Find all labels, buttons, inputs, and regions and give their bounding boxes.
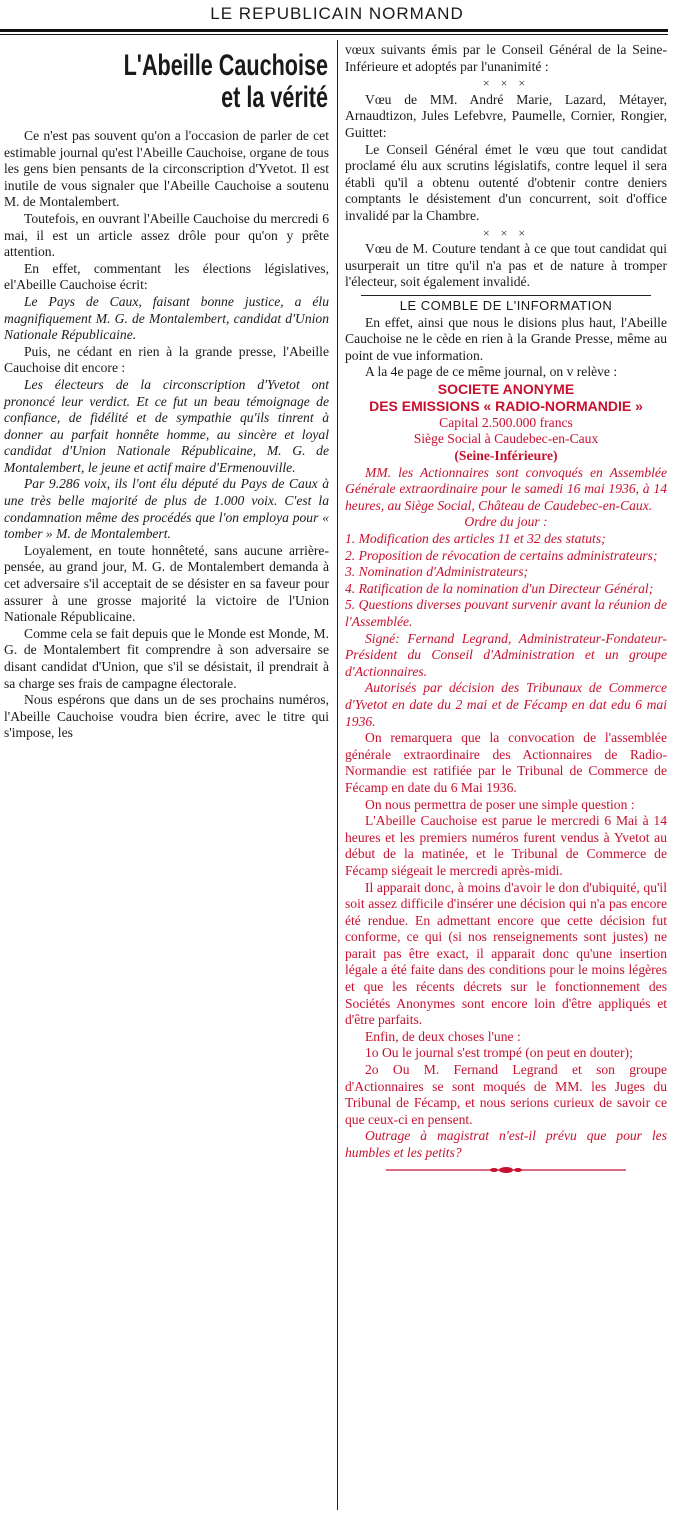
agenda-item: 2. Proposition de révocation de certains administrateurs;	[345, 547, 658, 563]
agenda-item: 4. Ratification de la nomination d'un Directeur Général;	[345, 580, 654, 596]
masthead-rule	[0, 29, 668, 32]
notice-signature: Signé: Fernand Legrand, Administrateur-Fondateur-Président du Conseil d'Administration et un groupe d'Actionnaires.	[345, 630, 667, 679]
paragraph: Ce n'est pas souvent qu'on a l'occasion de parler de cet estimable journal qu'est l'Abeille Cauchoise, organe de tous les gens bien pensants de la circonscription d'Yvetot. Il est inutile de vous signaler que l'Abeille Cauchoise a soutenu M. de Montalembert.	[4, 128, 329, 210]
agenda-item: 3. Nomination d'Administrateurs;	[345, 564, 529, 580]
paragraph: L'Abeille Cauchoise est parue le mercredi 6 Mai à 14 heures et les premiers numéros furent vendus à Yvetot au début de la matinée, et le Tribunal de Commerce de Fécamp siégeait le mercredi après-midi.	[345, 813, 667, 878]
closing-paragraph: Outrage à magistrat n'est-il prévu que pour les humbles et les petits?	[345, 1128, 667, 1160]
notice-agenda	[345, 531, 667, 631]
article-headline	[4, 50, 328, 114]
paragraph: Puis, ne cédant en rien à la grande presse, l'Abeille Cauchoise dit encore :	[4, 343, 329, 376]
agenda-item: 5. Questions diverses pouvant survenir avant la réunion de l'Assemblée.	[345, 597, 667, 629]
notice-authorization: Autorisés par décision des Tribunaux de Commerce d'Yvetot en date du 2 mai et de Fécamp en dat edu 6 mai 1936.	[345, 680, 667, 729]
paragraph: En effet, ainsi que nous le disions plus haut, l'Abeille Cauchoise ne le cède en rien à la Grande Presse, même au point de vue information.	[345, 314, 667, 363]
legal-notice	[345, 381, 667, 1174]
right-column	[345, 42, 667, 1174]
paragraph: Le Conseil Général émet le vœu que tout candidat proclamé élu aux scrutins législatifs, contre lequel il sera établi qu'il a obtenu outenté d'obtenir contre deniers comptants le désistement d'un concurrent, soit d'office invalidé par la Chambre.	[345, 141, 667, 223]
quote-paragraph: Le Pays de Caux, faisant bonne justice, a élu magnifiquement M. G. de Montalembert, candidat d'Union Nationale Républicaine.	[4, 293, 329, 343]
notice-convocation: MM. les Actionnaires sont convoqués en Assemblée Générale extraordinaire pour le samedi 16 mai 1936, à 14 heures, au Siège Social, Château de Caudebec-en-Caux.	[345, 464, 667, 513]
newspaper-masthead: LE REPUBLICAIN NORMAND	[210, 4, 464, 23]
paragraph: 2o Ou M. Fernand Legrand et son groupe d'Actionnaires se sont moqués de MM. les Juges du Tribunal de Fécamp, et nous serions curieux de savoir ce que ceux-ci en pensent.	[345, 1062, 667, 1127]
quote-paragraph: Les électeurs de la circonscription d'Yvetot ont prononcé leur verdict. Et ce fut un beau témoignage de confiance, de fidélité et de sympathie qu'ils tinrent à donner au parfait honnête homme, au sincère et loyal candidat d'Union Nationale Républicaine, M. G. de Montalembert, le jeune et actif maire d'Ermenouville.	[4, 376, 329, 475]
headline-line-1: L'Abeille Cauchoise	[123, 49, 328, 82]
masthead-rule-thin	[0, 34, 668, 35]
headline-line-2: et la vérité	[221, 81, 328, 114]
paragraph: Toutefois, en ouvrant l'Abeille Cauchoise du mercredi 6 mai, il est un article assez drôle pour qu'on y prête attention.	[4, 210, 329, 260]
notice-capital: Capital 2.500.000 francs	[439, 414, 573, 430]
paragraph: On nous permettra de poser une simple question :	[365, 796, 635, 812]
paragraph: vœux suivants émis par le Conseil Général de la Seine-Inférieure et adoptés par l'unanimité :	[345, 42, 667, 74]
notice-seat: Siège Social à Caudebec-en-Caux	[413, 431, 599, 447]
section-subhead: LE COMBLE DE L'INFORMATION	[399, 297, 613, 313]
paragraph: Il apparait donc, à moins d'avoir le don d'ubiquité, qu'il soit assez difficile d'insérer une décision qui n'a pas encore été rendue. En admettant encore que cette décision fut conforme, ce qui (si nos renseignements sont justes) ne parait pas être exact, il apparait donc qu'une insertion légale a été faite dans des conditions pour le moins légères et que les récents décrets sur le fonctionnement des Sociétés Anonymes sont encore loin d'être appliqués et d'être parfaits.	[345, 879, 667, 1028]
paragraph: 1o Ou le journal s'est trompé (on peut en douter);	[365, 1045, 633, 1061]
notice-agenda-title: Ordre du jour :	[464, 514, 548, 530]
paragraph: Vœu de MM. André Marie, Lazard, Métayer, Arnaudtizon, Jules Lefebvre, Paumelle, Cornier, Rongier, Guittet:	[345, 91, 667, 140]
section-rule	[361, 295, 651, 296]
column-divider	[337, 40, 338, 1510]
paragraph: On remarquera que la convocation de l'assemblée générale extraordinaire des Actionnaires de Radio-Normandie est ratifiée par le Tribunal de Commerce de Fécamp en date du 6 Mai 1936.	[345, 730, 667, 795]
paragraph: En effet, commentant les élections législatives, el'Abeille Cauchoise écrit:	[4, 260, 329, 293]
paragraph: Enfin, de deux choses l'une :	[365, 1028, 521, 1044]
notice-company-line-1: SOCIETE ANONYME	[437, 380, 575, 397]
end-ornament-icon	[386, 1166, 626, 1174]
paragraph: A la 4e page de ce même journal, on v relève :	[365, 364, 618, 380]
paragraph: Nous espérons que dans un de ses prochains numéros, l'Abeille Cauchoise voudra bien écrire, avec le titre qui s'impose, les	[4, 692, 329, 741]
agenda-item: 1. Modification des articles 11 et 32 des statuts;	[345, 531, 606, 547]
separator-stars: × × ×	[482, 76, 530, 91]
left-column	[4, 42, 329, 742]
quote-paragraph: Par 9.286 voix, ils l'ont élu député du Pays de Caux à une très belle majorité de plus de 1.000 voix. C'est la condamnation même des procédés que l'on employa pour « tomber » M. de Montalembert.	[4, 476, 329, 542]
notice-company-line-2: DES EMISSIONS « RADIO-NORMANDIE »	[369, 397, 643, 414]
paragraph: Loyalement, en toute honnêteté, sans aucune arrière-pensée, au grand jour, M. G. de Montalembert demanda à cet adversaire s'il acceptait de se désister en sa faveur pour assurer à une grosse majorité la victoire de l'Union Nationale Républicaine.	[4, 542, 329, 625]
paragraph: Vœu de M. Couture tendant à ce que tout candidat qui usurperait un titre qu'il n'a pas et de nature à tromper l'électeur, soit également invalidé.	[345, 241, 667, 290]
notice-region: (Seine-Inférieure)	[454, 448, 558, 464]
separator-stars: × × ×	[482, 225, 530, 240]
paragraph: Comme cela se fait depuis que le Monde est Monde, M. G. de Montalembert fit comprendre à son adversaire se disant candidat d'Union, que s'il se désistait, il prendrait à sa charge ses frais de campagne électorale.	[4, 625, 329, 691]
end-ornament	[386, 1166, 626, 1174]
